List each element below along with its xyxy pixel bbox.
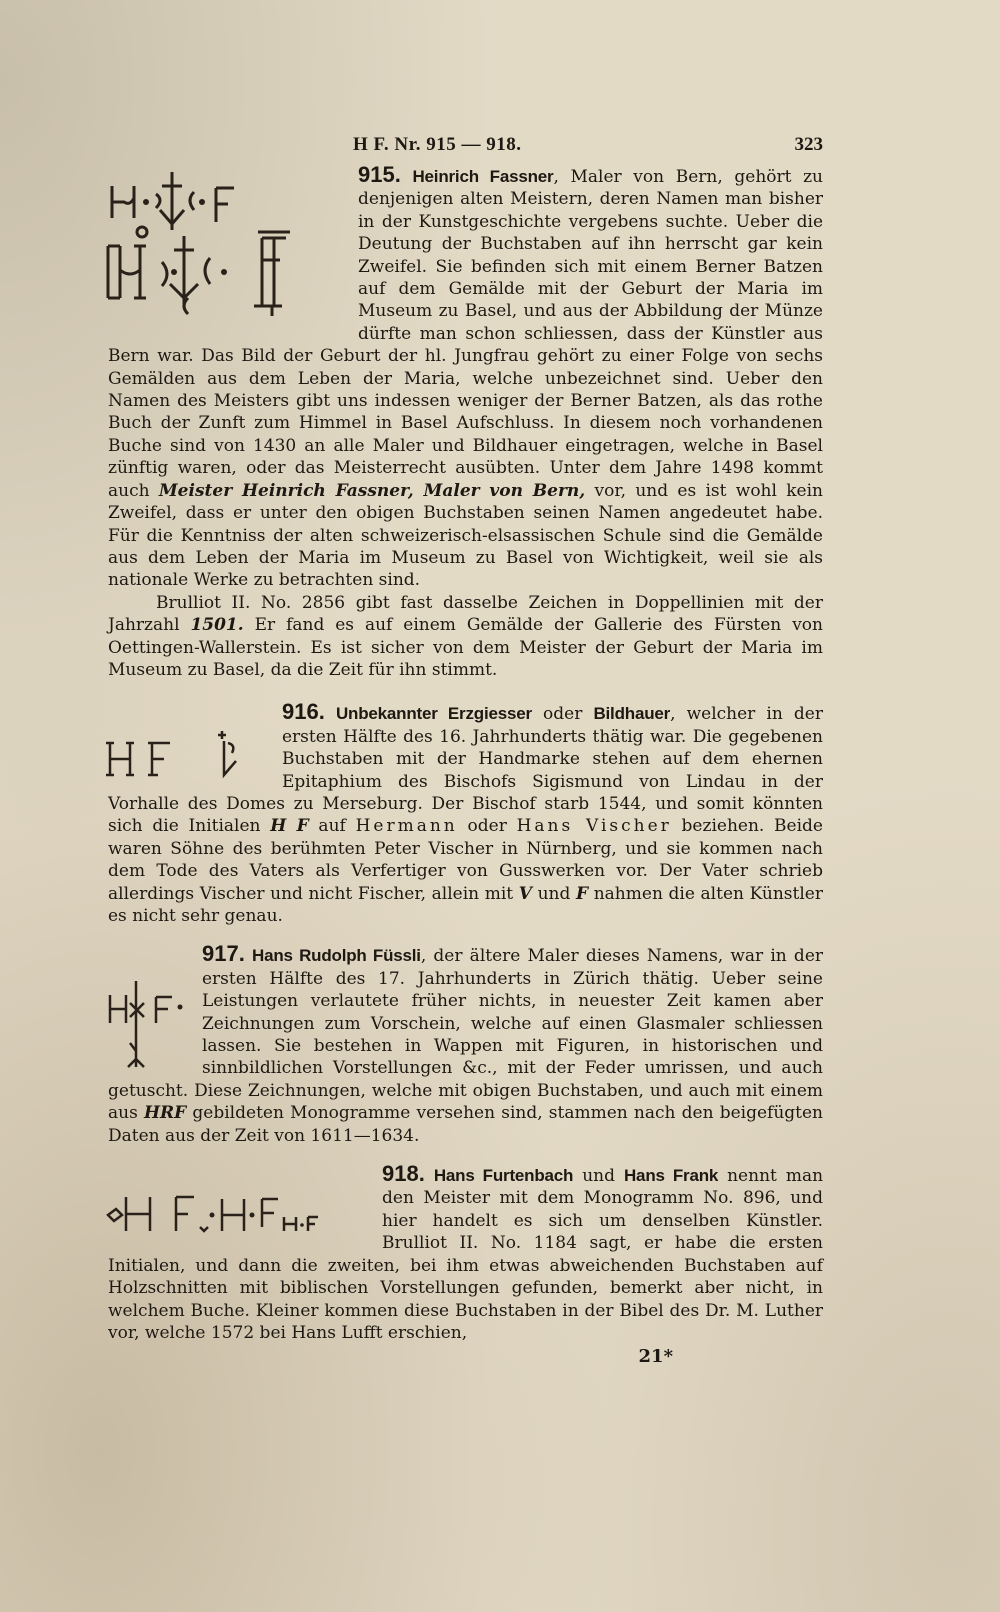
entry-text: auf	[308, 816, 356, 837]
entry-916	[108, 701, 823, 927]
artist-name: Unbekannter Erzgiesser	[335, 704, 532, 724]
entry-text: beziehen. Beide waren Söhne des berühmten Peter Vischer in Nürnberg, und sie kommen nach dem Tode des Vaters als Verfertiger von Gusswerken vor. Der Vater schrieb allerdings Vischer und nicht Fischer, allein mit	[108, 816, 823, 904]
artist-name-alt: Bildhauer	[593, 704, 671, 724]
entry-text: oder	[531, 704, 594, 725]
artist-name-alt: Hans Frank	[623, 1166, 719, 1186]
entry-text: Brulliot II. No. 2856 gibt fast dasselbe Zeichen in Doppellinien mit der Jahrzahl	[108, 592, 823, 636]
entry-text: und	[531, 883, 577, 904]
monogram-917	[104, 967, 196, 1079]
entry-text: nennt man den Meister mit dem Monogramm No. 896, und hier handelt es sich um denselben Künstler. Brulliot II. No. 1184 sagt, er habe die ersten Initialen, und dann die zweiten, bei ihm etwas abweichenden Buchstaben auf Holzschnitten mit biblischen Vorstellungen gefunden, bemerkt aber nicht, in welchem Buche. Kleiner kommen diese Buchstaben in der Bibel des Dr. M. Luther vor, welche 1572 bei Hans Lufft erschien,	[108, 1166, 824, 1343]
artist-name: Heinrich Fassner	[412, 167, 554, 186]
initials: HRF	[143, 1103, 187, 1124]
entry-918	[108, 1163, 823, 1369]
entry-text: , welcher in der ersten Hälfte des 16. Jahrhunderts thätig war. Die gegebenen Buchstaben mit der Handmarke stehen auf dem ehernen Epitaphium des Bischofs Sigismund von Lindau in der Vorhalle des Domes zu Merseburg. Der Bischof starb 1544, und somit könnten sich die Initialen	[108, 704, 823, 837]
entry-text: vor, und es ist wohl kein Zweifel, dass er unter den obigen Buchstaben seinen Namen angedeutet habe. Für die Kenntniss der alten schweizerisch-elsassischen Schule sind die Gemälde aus dem Leben der Maria im Museum zu Basel von Wichtigkeit, weil sie als nationale Werke zu betrachten sind.	[108, 480, 823, 591]
entry-text: Er fand es auf einem Gemälde der Gallerie des Fürsten von Oettingen-Wallerstein. Es ist sicher von dem Meister der Geburt der Maria im Museum zu Basel, da die Zeit für ihn stimmt.	[108, 615, 823, 680]
entry-text: oder	[457, 816, 517, 837]
page-number: 323	[794, 134, 823, 155]
initials: H F	[270, 816, 309, 837]
running-header	[108, 128, 823, 158]
page	[108, 128, 823, 1369]
running-title: H F. Nr. 915 — 918.	[353, 134, 522, 155]
spaced-name: Hermann	[355, 816, 458, 837]
entry-text-italic: Meister Heinrich Fassner, Maler von Bern,	[158, 480, 586, 501]
entry-917	[108, 943, 823, 1147]
entry-year: 1501.	[190, 615, 244, 636]
monogram-916	[104, 725, 274, 791]
entry-text: nahmen die alten Künstler es nicht sehr genau.	[108, 883, 823, 926]
letter: F	[576, 883, 589, 904]
entry-number: 918.	[382, 1161, 425, 1187]
monogram-915	[104, 166, 344, 324]
entry-number: 917.	[202, 941, 245, 967]
artist-name: Hans Furtenbach	[433, 1166, 574, 1186]
entry-text: , der ältere Maler dieses Namens, war in der ersten Hälfte des 17. Jahrhunderts in Zürich thätig. Ueber seine Leistungen verlautete früher nichts, in neuester Zeit kamen aber Zeichnungen zum Vorschein, welche auf einen Glasmaler schliessen lassen. Sie bestehen in Wappen mit Figuren, in historischen und sinnbildlichen Vorstellungen &c., mit der Feder umrissen, und auch getuscht. Diese Zeichnungen, welche mit obigen Buchstaben, und auch mit einem aus	[108, 946, 824, 1124]
entry-text: und	[573, 1166, 624, 1187]
letter: V	[518, 883, 532, 904]
monogram-918	[104, 1187, 374, 1239]
signature-mark: 21*	[638, 1346, 673, 1368]
spaced-name: Hans Vischer	[516, 816, 672, 837]
entry-number: 916.	[282, 699, 325, 725]
artist-name: Hans Rudolph Füssli	[252, 946, 421, 966]
entry-text: , Maler von Bern, gehört zu denjenigen alten Meistern, deren Namen man bisher in der Kunstgeschichte vergebens suchte. Ueber die Deutung der Buchstaben auf ihn herrscht gar kein Zweifel. Sie befinden sich mit einem Berner Batzen auf dem Gemälde mit der Geburt der Maria im Museum zu Basel, und aus der Abbildung der Münze dürfte man schon schliessen, dass der Künstler aus Bern war. Das Bild der Geburt der hl. Jungfrau gehört zu einer Folge von sechs Gemälden aus dem Leben der Maria, welche unbezeichnet sind. Ueber den Namen des Meisters gibt uns indessen weniger der Berner Batzen, als das rothe Buch der Zunft zum Himmel in Basel Aufschluss. In diesem noch vorhandenen Buche sind von 1430 an alle Maler und Bildhauer eingetragen, welche in Basel zünftig waren, oder das Meisterrecht ausübten. Unter dem Jahre 1498 kommt auch	[108, 167, 824, 501]
entry-text: gebildeten Monogramme versehen sind, stammen nach den beigefügten Daten aus der Zeit von 1611—1634.	[108, 1103, 823, 1146]
entry-number: 915.	[358, 162, 401, 187]
entry-915	[108, 164, 823, 681]
